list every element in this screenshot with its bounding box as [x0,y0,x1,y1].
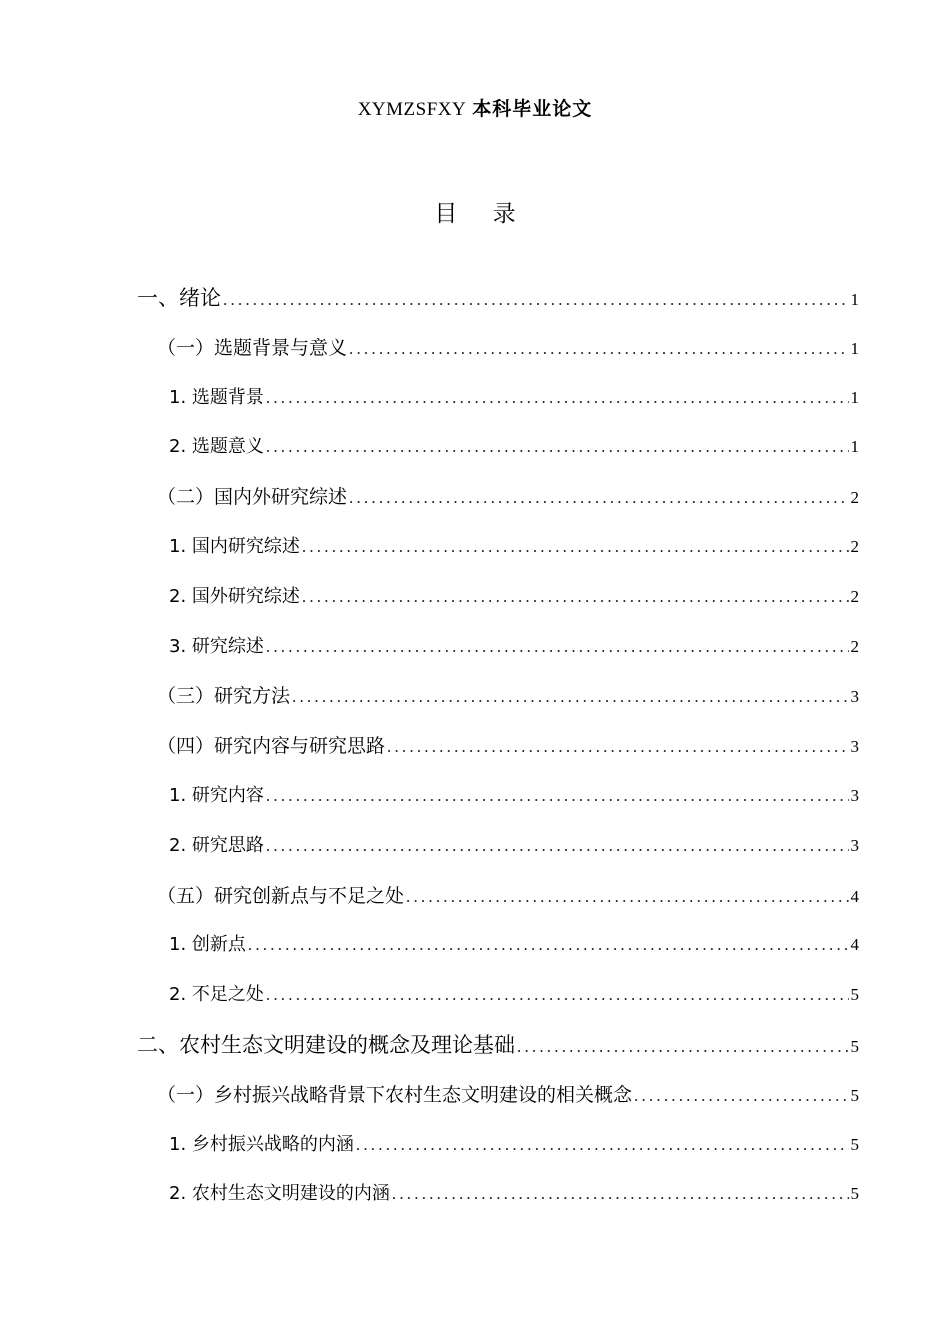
toc-entry-level-2[interactable] [157,1077,859,1113]
toc-entry-page-number: 5 [850,1135,859,1154]
toc-entry-level-3[interactable] [169,1127,859,1163]
toc-leader-dots [221,282,849,318]
toc-entry-label: （三）研究方法 [157,685,291,707]
toc-entry-level-3[interactable] [169,977,859,1013]
toc-entry-page-number: 2 [850,488,859,507]
toc-entry-label: （四）研究内容与研究思路 [157,735,386,757]
toc-entry-page-number: 1 [850,290,859,309]
toc-entry-label: 1. 选题背景 [169,387,264,408]
toc-entry-page-number: 5 [850,1037,859,1056]
toc-leader-dots [264,629,849,665]
toc-leader-dots [264,380,849,416]
toc-entry-page-number: 2 [850,637,859,656]
toc-entry-level-3[interactable] [169,927,859,963]
toc-leader-dots [385,729,848,765]
toc-entry-label: 1. 国内研究综述 [169,536,300,557]
toc-entry-level-1[interactable] [137,280,859,316]
toc-entry-label: 2. 国外研究综述 [169,586,300,607]
toc-entry-page-number: 5 [850,1184,859,1203]
toc-leader-dots [300,579,849,615]
toc-leader-dots [390,1176,849,1212]
header-code: XYMZSFXY [357,99,467,120]
toc-leader-dots [264,778,849,814]
toc-entry-page-number: 1 [850,339,859,358]
toc-entry-label: 3. 研究综述 [169,636,264,657]
toc-leader-dots [264,429,849,465]
toc-entry-label: 2. 不足之处 [169,984,264,1005]
toc-leader-dots [632,1078,848,1114]
toc-leader-dots [264,977,849,1013]
toc-entry-label: 2. 研究思路 [169,835,264,856]
toc-entry-level-3[interactable] [169,1176,859,1212]
toc-entry-label: （一）乡村振兴战略背景下农村生态文明建设的相关概念 [157,1084,633,1106]
toc-entry-page-number: 2 [850,537,859,556]
toc-entry-page-number: 3 [850,737,859,756]
toc-leader-dots [515,1029,849,1065]
header-title: 本科毕业论文 [472,98,593,120]
toc-entry-page-number: 1 [850,388,859,407]
toc-entry-page-number: 4 [850,935,859,954]
toc-leader-dots [347,331,848,367]
toc-entry-page-number: 1 [850,437,859,456]
toc-title: 目 录 [434,201,530,227]
toc-entry-page-number: 3 [850,786,859,805]
toc-leader-dots [404,879,848,915]
toc-entry-label: （二）国内外研究综述 [157,486,348,508]
toc-entry-label: 二、农村生态文明建设的概念及理论基础 [137,1033,515,1057]
toc-entry-label: 1. 乡村振兴战略的内涵 [169,1134,354,1155]
toc-entry-level-2[interactable] [157,330,859,366]
toc-entry-level-1[interactable] [137,1027,859,1063]
toc-leader-dots [300,529,849,565]
toc-entry-label: （一）选题背景与意义 [157,337,348,359]
toc-leader-dots [264,828,849,864]
toc-entry-page-number: 3 [850,687,859,706]
toc-entry-label: 1. 研究内容 [169,785,264,806]
toc-entry-page-number: 4 [850,887,859,906]
toc-entry-level-2[interactable] [157,728,859,764]
toc-entry-page-number: 5 [850,985,859,1004]
toc-leader-dots [354,1127,849,1163]
toc-entry-label: 一、绪论 [137,286,221,310]
toc-entry-level-3[interactable] [169,579,859,615]
toc-entry-page-number: 2 [850,587,859,606]
toc-entry-level-3[interactable] [169,429,859,465]
toc-entry-level-2[interactable] [157,479,859,515]
toc-entry-level-3[interactable] [169,828,859,864]
toc-entry-label: 2. 选题意义 [169,436,264,457]
toc-entry-level-3[interactable] [169,629,859,665]
toc-entry-level-3[interactable] [169,778,859,814]
toc-entry-level-2[interactable] [157,678,859,714]
toc-entry-page-number: 3 [850,836,859,855]
toc-entry-label: 2. 农村生态文明建设的内涵 [169,1183,390,1204]
page-header [0,96,950,123]
toc-leader-dots [290,679,848,715]
toc-leader-dots [246,927,849,963]
toc-entry-page-number: 5 [850,1086,859,1105]
toc-entry-label: （五）研究创新点与不足之处 [157,885,405,907]
toc-entry-label: 1. 创新点 [169,934,246,955]
toc-entry-level-2[interactable] [157,878,859,914]
toc-leader-dots [347,480,848,516]
toc-entry-level-3[interactable] [169,529,859,565]
toc-entry-level-3[interactable] [169,380,859,416]
